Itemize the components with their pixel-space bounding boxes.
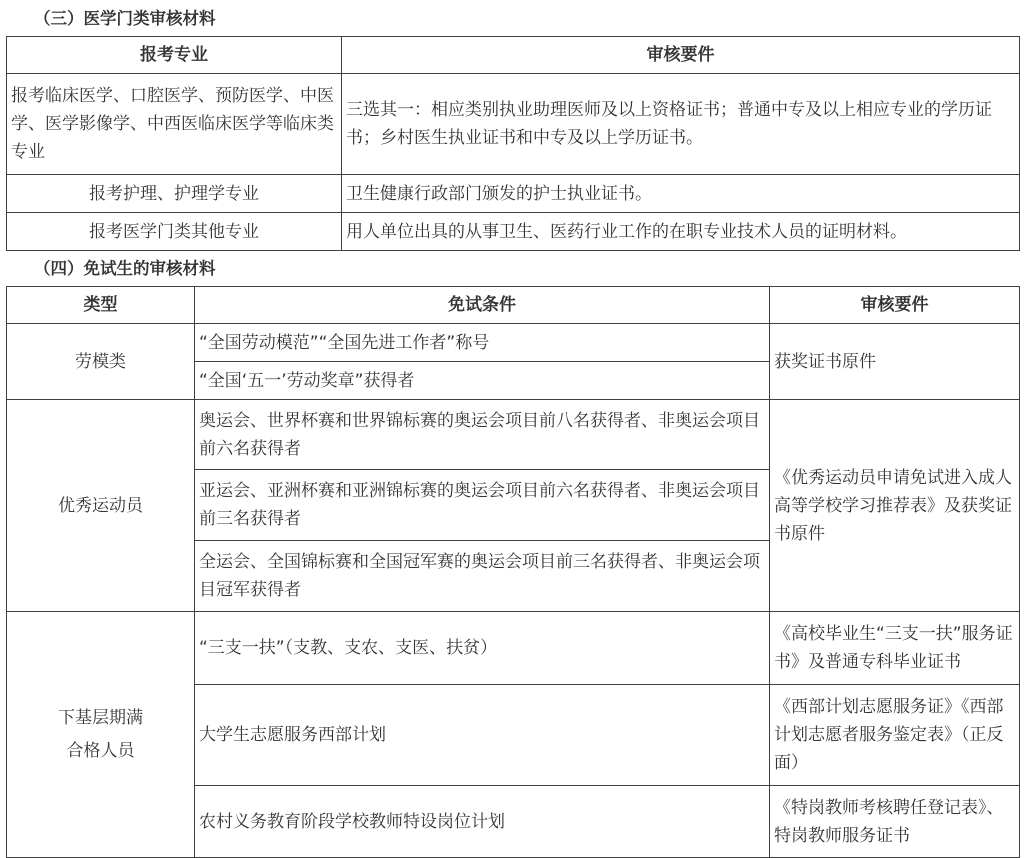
medical-review-table xyxy=(6,36,1020,251)
requirement-cell: 卫生健康行政部门颁发的护士执业证书。 xyxy=(342,175,1020,213)
section-4-title: （四）免试生的审核材料 xyxy=(34,259,216,278)
condition-cell: 大学生志愿服务西部计划 xyxy=(195,685,770,786)
condition-cell: 亚运会、亚洲杯赛和亚洲锦标赛的奥运会项目前六名获得者、非奥运会项目前三名获得者 xyxy=(195,470,770,541)
type-cell: 劳模类 xyxy=(7,324,195,400)
condition-cell: 奥运会、世界杯赛和世界锦标赛的奥运会项目前八名获得者、非奥运会项目前六名获得者 xyxy=(195,400,770,470)
table-row xyxy=(7,175,1020,213)
condition-cell: “三支一扶”（支教、支农、支医、扶贫） xyxy=(195,612,770,685)
condition-cell: “全国劳动模范”“全国先进工作者”称号 xyxy=(195,324,770,362)
requirement-cell: 《优秀运动员申请免试进入成人高等学校学习推荐表》及获奖证书原件 xyxy=(770,400,1020,612)
table-row xyxy=(7,324,1020,362)
type-cell xyxy=(7,612,195,858)
requirement-cell: 《西部计划志愿服务证》《西部计划志愿者服务鉴定表》（正反面） xyxy=(770,685,1020,786)
requirement-cell: 三选其一：相应类别执业助理医师及以上资格证书；普通中专及以上相应专业的学历证书；乡村医生执业证书和中专及以上学历证书。 xyxy=(342,74,1020,175)
type-cell-line: 合格人员 xyxy=(66,740,135,761)
type-cell: 优秀运动员 xyxy=(7,400,195,612)
requirement-cell: 《高校毕业生“三支一扶”服务证书》及普通专科毕业证书 xyxy=(770,612,1020,685)
header-major: 报考专业 xyxy=(7,37,342,74)
table-row xyxy=(7,612,1020,685)
header-requirement: 审核要件 xyxy=(342,37,1020,74)
requirement-cell: 用人单位出具的从事卫生、医药行业工作的在职专业技术人员的证明材料。 xyxy=(342,213,1020,251)
header-condition: 免试条件 xyxy=(195,287,770,324)
requirement-cell: 《特岗教师考核聘任登记表》、特岗教师服务证书 xyxy=(770,786,1020,858)
major-cell: 报考护理、护理学专业 xyxy=(7,175,342,213)
table-row xyxy=(7,213,1020,251)
condition-cell: 全运会、全国锦标赛和全国冠军赛的奥运会项目前三名获得者、非奥运会项目冠军获得者 xyxy=(195,541,770,612)
condition-cell: 农村义务教育阶段学校教师特设岗位计划 xyxy=(195,786,770,858)
condition-cell: “全国‘五一’劳动奖章”获得者 xyxy=(195,362,770,400)
header-type: 类型 xyxy=(7,287,195,324)
requirement-cell: 获奖证书原件 xyxy=(770,324,1020,400)
table-row xyxy=(7,74,1020,175)
section-3-title: （三）医学门类审核材料 xyxy=(34,9,216,28)
table-header-row xyxy=(7,287,1020,324)
type-cell-line: 下基层期满 xyxy=(58,707,143,728)
major-cell: 报考医学门类其他专业 xyxy=(7,213,342,251)
table-header-row xyxy=(7,37,1020,74)
header-requirement: 审核要件 xyxy=(770,287,1020,324)
major-cell: 报考临床医学、口腔医学、预防医学、中医学、医学影像学、中西医临床医学等临床类专业 xyxy=(7,74,342,175)
exemption-review-table xyxy=(6,286,1020,858)
table-row xyxy=(7,400,1020,470)
